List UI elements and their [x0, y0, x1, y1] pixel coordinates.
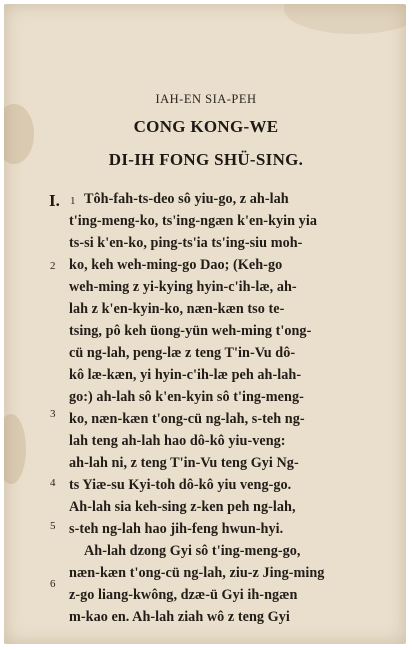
verse-number: 3 [50, 408, 56, 420]
verse-number: 6 [50, 578, 56, 590]
text-line: ko, næn-kæn t'ong-cü ng-lah, s-teh ng- [69, 411, 305, 427]
text-line: go:) ah-lah sô k'en-kyin sô t'ing-meng- [69, 389, 304, 405]
text-line: t'ing-meng-ko, ts'ing-ngæn k'en-kyin yia [69, 213, 317, 229]
text-line: lah z k'en-kyin-ko, næn-kæn tso te- [69, 301, 285, 317]
text-line: ko, keh weh-ming-go Dao; (Keh-go [69, 257, 283, 273]
text-line: lah teng ah-lah hao dô-kô yiu-veng: [69, 433, 286, 449]
text-line: næn-kæn t'ong-cü ng-lah, ziu-z Jing-ming [69, 565, 325, 581]
text-line: weh-ming z yi-kying hyin-c'ih-læ, ah- [69, 279, 297, 295]
page-stain [284, 4, 406, 34]
page-title-line1: CONG KONG-WE [133, 117, 279, 136]
text-line: kô læ-kæn, yi hyin-c'ih-læ peh ah-lah- [69, 367, 302, 383]
page-subtitle: IAH-EN SIA-PEH [155, 92, 257, 106]
text-line: ts-si k'en-ko, ping-ts'ia ts'ing-siu moh- [69, 235, 303, 251]
text-line: Tôh-fah-ts-deo sô yiu-go, z ah-lah [84, 191, 289, 207]
page-title-line2: DI-IH FONG SHÜ-SING. [108, 150, 304, 169]
text-line: m-kao en. Ah-lah ziah wô z teng Gyi [69, 609, 290, 625]
text-line: ts Yiæ-su Kyi-toh dô-kô yiu veng-go. [69, 477, 292, 493]
text-line: Ah-lah dzong Gyi sô t'ing-meng-go, [84, 543, 301, 559]
verse-number: 4 [50, 477, 56, 489]
text-line: tsing, pô keh üong-yün weh-ming t'ong- [69, 323, 312, 339]
text-line: Ah-lah sia keh-sing z-ken peh ng-lah, [69, 499, 296, 515]
page-stain [4, 414, 26, 484]
text-line: ah-lah ni, z teng T'in-Vu teng Gyi Ng- [69, 455, 299, 471]
text-line: cü ng-lah, peng-læ z teng T'in-Vu dô- [69, 345, 296, 361]
verse-number: 2 [50, 260, 56, 272]
text-line: s-teh ng-lah hao jih-feng hwun-hyi. [69, 521, 284, 537]
chapter-number: I. [49, 191, 60, 210]
verse-number: 5 [50, 520, 56, 532]
verse-number: 1 [70, 195, 76, 207]
text-line: z-go liang-kwông, dzæ-ü Gyi ih-ngæn [69, 587, 298, 603]
